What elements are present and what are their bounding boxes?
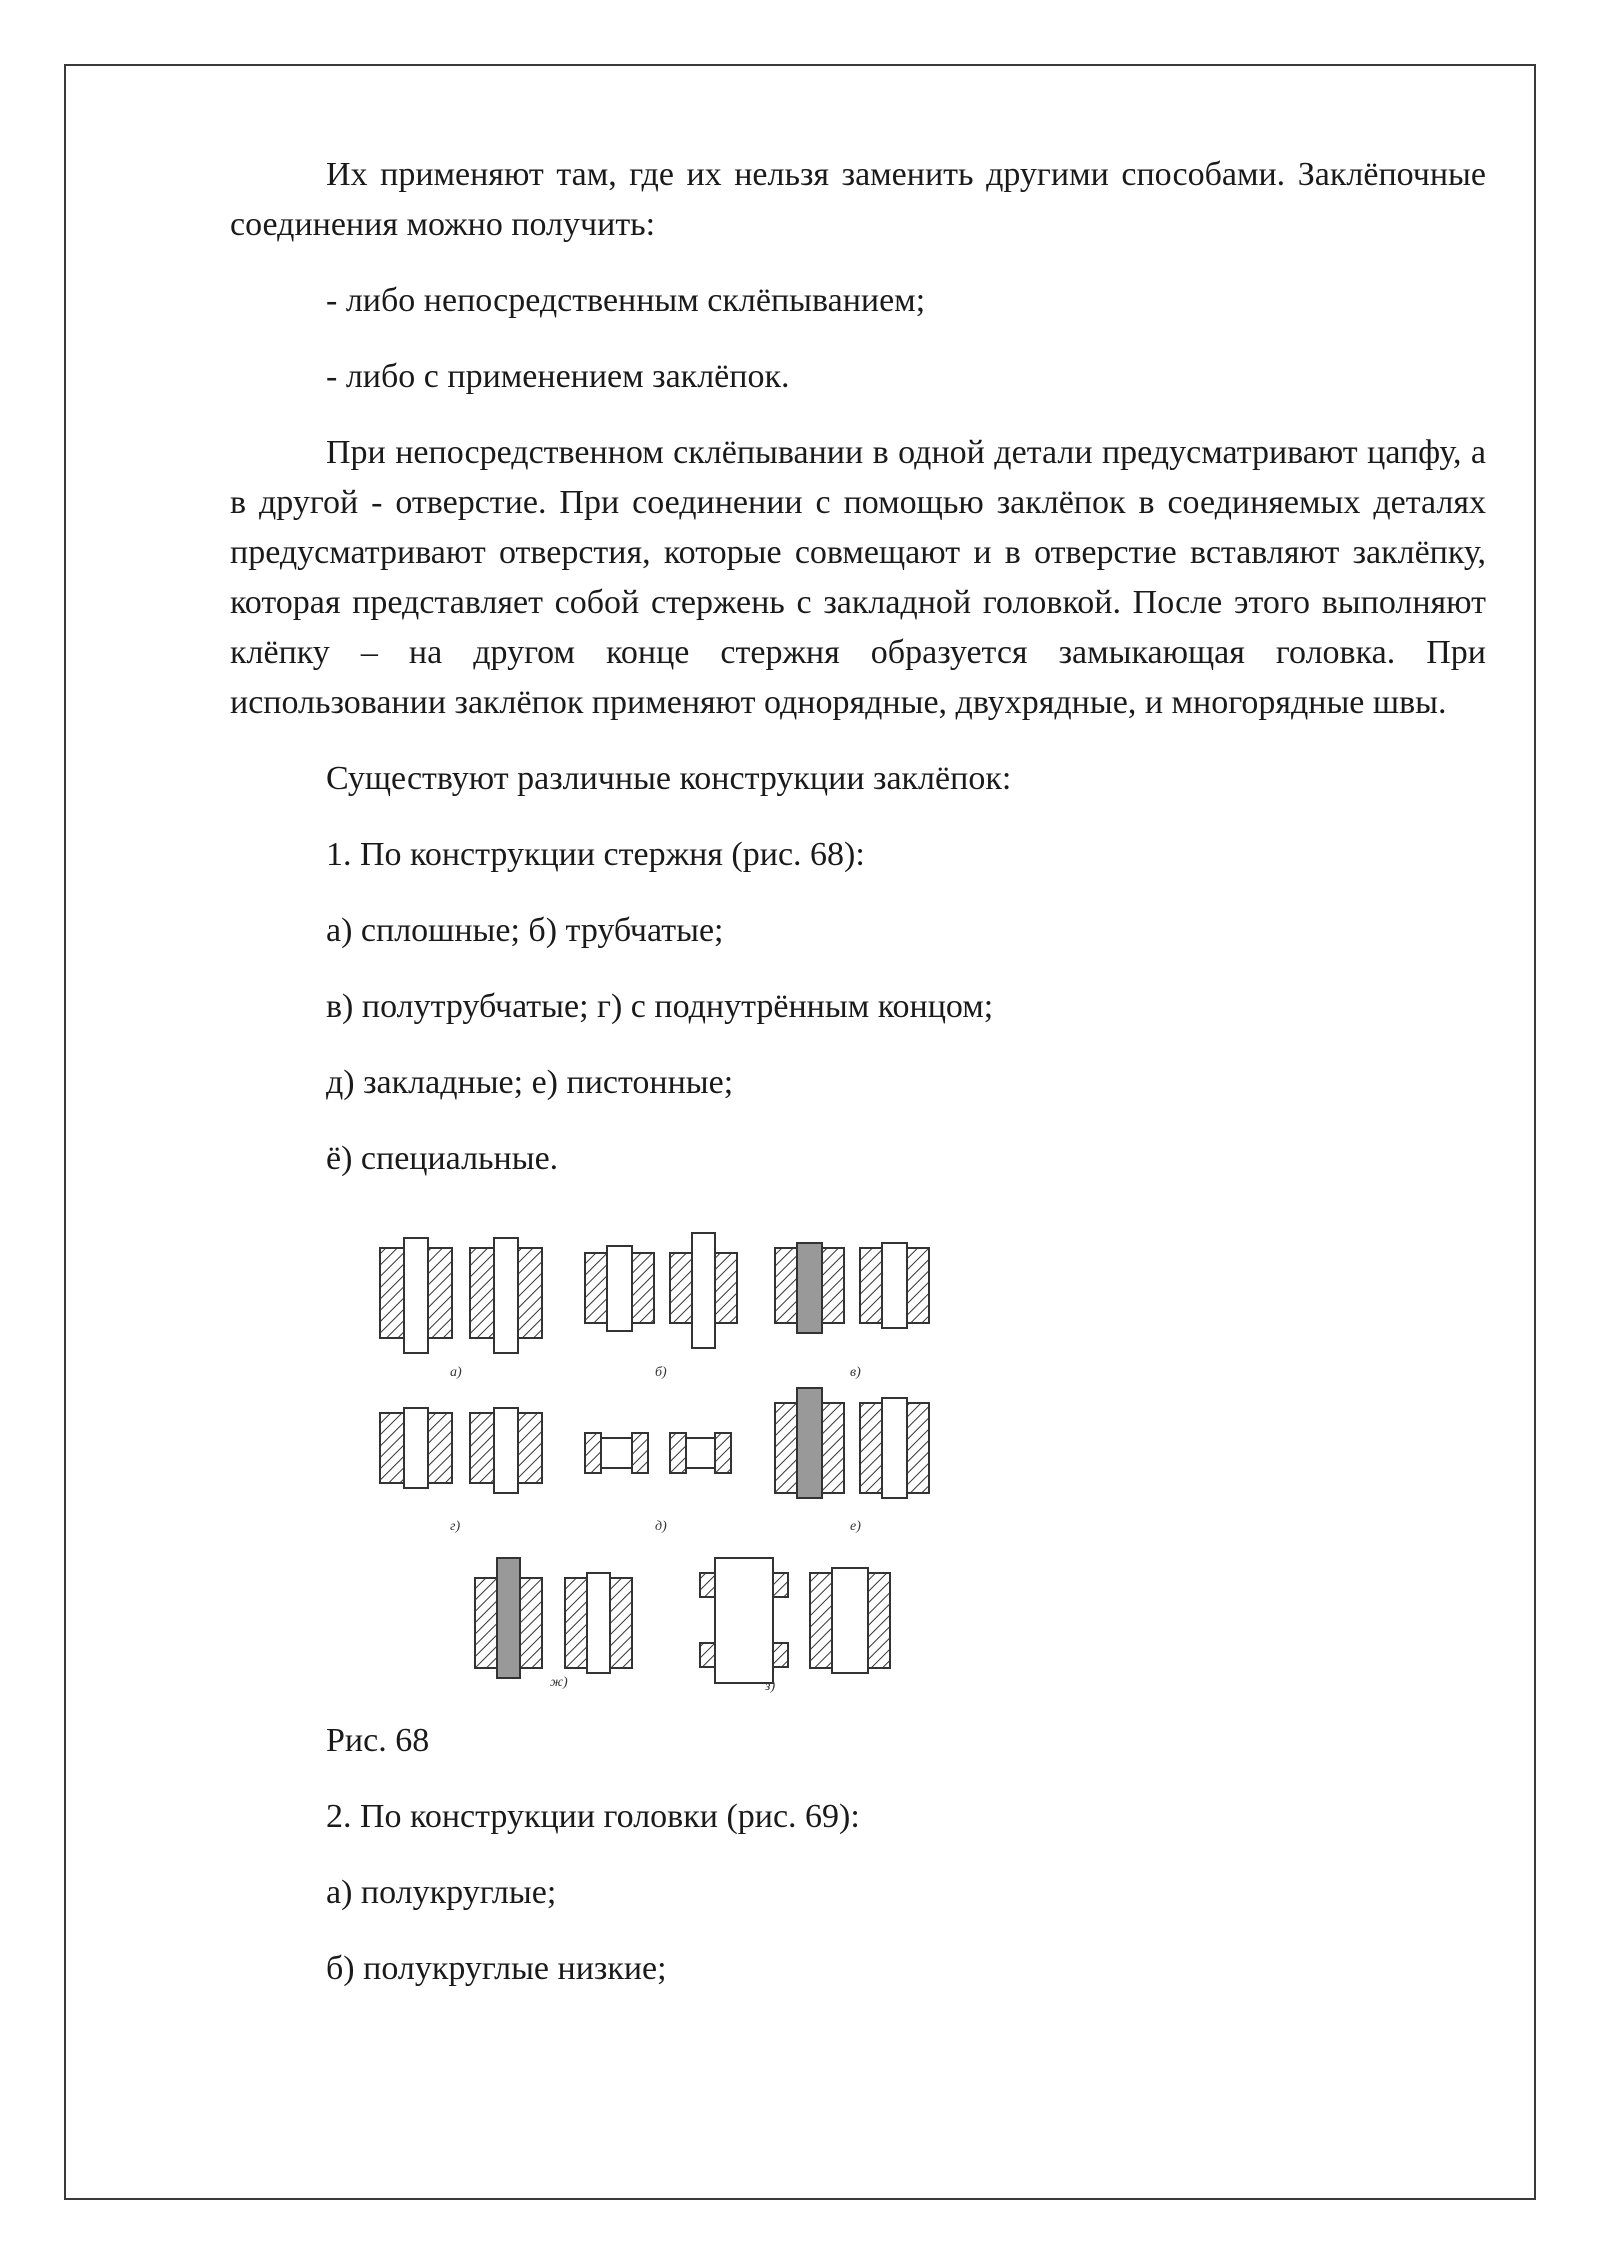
rivet-undercut-1 [380, 1408, 452, 1488]
rivet-solid-1 [380, 1238, 452, 1353]
rivet-drawings [370, 1218, 990, 1698]
rivet-insert-1 [585, 1433, 648, 1473]
shaft-list-item: в) полутрубчатые; г) с поднутрённым концом; [326, 988, 994, 1025]
method-item-2: - либо с применением заклёпок. [326, 358, 790, 395]
rivet-semitubular-1 [775, 1243, 844, 1333]
rivet-solid-2 [470, 1238, 542, 1353]
rivet-special-3 [700, 1558, 788, 1683]
rivet-semitubular-2 [860, 1243, 929, 1328]
figure-caption: Рис. 68 [326, 1722, 430, 1759]
head-list-heading: 2. По конструкции головки (рис. 69): [326, 1798, 860, 1835]
rivet-special-4 [810, 1568, 890, 1673]
shaft-list-heading: 1. По конструкции стержня (рис. 68): [326, 836, 865, 873]
head-list-item: б) полукруглые низкие; [326, 1950, 667, 1987]
figure-label: д) [655, 1519, 667, 1534]
rivet-piston-1 [775, 1388, 844, 1498]
rivet-figure [370, 1218, 990, 1698]
figure-label: б) [655, 1365, 667, 1380]
document-body [230, 150, 1486, 1994]
figure-label: ж) [550, 1675, 568, 1690]
figure-label: е) [850, 1519, 861, 1534]
shaft-list-item: ё) специальные. [326, 1140, 559, 1177]
rivet-tubular-2 [670, 1233, 737, 1348]
figure-label: в) [850, 1365, 861, 1380]
rivet-tubular-1 [585, 1246, 654, 1331]
rivet-insert-2 [670, 1433, 731, 1473]
shaft-list-item: а) сплошные; б) трубчатые; [326, 912, 724, 949]
rivet-special-2 [565, 1573, 632, 1673]
paragraph-description: При непосредственном склёпывании в одной детали предусматривают цапфу, а в другой - отверстие. При соединении с помощью заклёпок в соединяемых деталях предусматривают отверстия, которые совмещают и в отверстие вставляют заклёпку, которая представляет собой стержень с закладной головкой. После этого выполняют клёпку – на другом конце стержня образуется замыкающая головка. При использовании заклёпок применяют однорядные, двухрядные, и многорядные швы. [230, 434, 1486, 721]
paragraph-designs-intro: Существуют различные конструкции заклёпок: [326, 760, 1012, 797]
figure-label: з) [765, 1679, 776, 1694]
method-item-1: - либо непосредственным склёпыванием; [326, 282, 926, 319]
rivet-undercut-2 [470, 1408, 542, 1493]
shaft-list-item: д) закладные; е) пистонные; [326, 1064, 734, 1101]
head-list-item: а) полукруглые; [326, 1874, 557, 1911]
figure-label: г) [450, 1519, 461, 1534]
rivet-special-1 [475, 1558, 542, 1678]
paragraph-intro: Их применяют там, где их нельзя заменить другими способами. Заклёпочные соединения можно получить: [230, 156, 1486, 243]
rivet-piston-2 [860, 1398, 929, 1498]
figure-label: а) [450, 1365, 462, 1380]
